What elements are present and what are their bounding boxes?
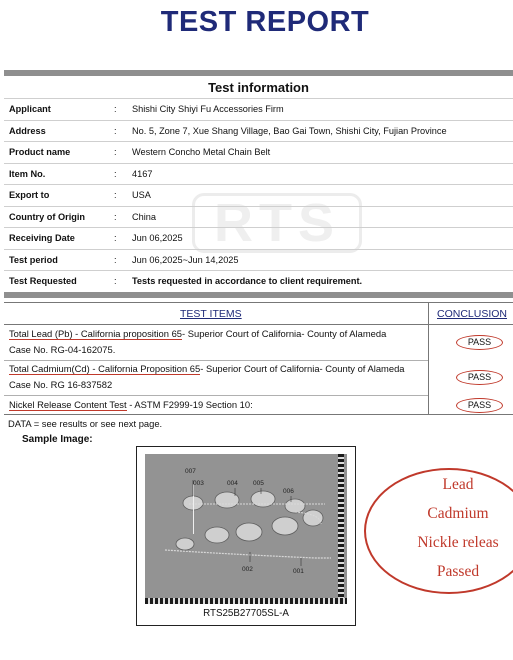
test-item-case: Case No. RG-04-162075. xyxy=(9,344,116,355)
stamp-line-passed: Passed xyxy=(436,563,480,580)
info-label: Export to xyxy=(9,190,50,200)
info-row-product-name xyxy=(4,141,513,163)
info-row-test-period xyxy=(4,249,513,271)
info-value: China xyxy=(132,211,157,222)
info-label: Test Requested xyxy=(9,276,77,286)
stamp-line-lead: Lead xyxy=(442,476,474,493)
belt-illustration xyxy=(145,454,347,604)
info-value: Jun 06,2025 xyxy=(132,233,183,243)
sample-part-number: 002 xyxy=(242,566,253,573)
info-label: Item No. xyxy=(9,168,46,179)
result-pass-badge: PASS xyxy=(456,335,503,350)
info-bottom-band xyxy=(4,292,513,298)
test-item-detail: - Superior Court of California- County of Alameda xyxy=(182,328,387,339)
test-items-header xyxy=(4,303,513,325)
info-row-applicant xyxy=(4,98,513,120)
sample-part-number: 004 xyxy=(227,480,238,487)
header-conclusion: CONCLUSION xyxy=(437,308,508,320)
info-label: Product name xyxy=(9,147,71,157)
info-row-export-to xyxy=(4,184,513,206)
info-value: Jun 06,2025~Jun 14,2025 xyxy=(132,254,239,265)
watermark: RTS xyxy=(192,193,362,253)
info-label: Receiving Date xyxy=(9,233,75,243)
info-table xyxy=(4,98,513,292)
test-item-detail: - ASTM F2999-19 Section 10: xyxy=(126,399,253,410)
result-pass-badge: PASS xyxy=(456,398,503,413)
sample-caption: RTS25B27705SL-A xyxy=(203,608,289,619)
sample-part-number: 003 xyxy=(193,480,204,487)
result-pass-badge: PASS xyxy=(456,370,503,385)
test-item-text xyxy=(9,361,421,393)
sample-part-number: 001 xyxy=(293,568,304,575)
info-value: Western Concho Metal Chain Belt xyxy=(132,147,271,157)
info-separator: : xyxy=(114,104,117,114)
test-item-case: Case No. RG 16-837582 xyxy=(9,379,113,390)
info-label: Test period xyxy=(9,254,58,265)
test-item-name: Total Lead (Pb) - California proposition 65 xyxy=(9,328,183,339)
info-value: No. 5, Zone 7, Xue Shang Village, Bao Gai Town, Shishi City, Fujian Province xyxy=(132,125,447,136)
data-note: DATA = see results or see next page. xyxy=(8,418,163,429)
report-title: TEST REPORT xyxy=(160,6,370,38)
info-value: Tests requested in accordance to client requirement. xyxy=(132,276,363,286)
info-separator: : xyxy=(114,125,117,136)
info-separator: : xyxy=(114,168,117,179)
sample-photo xyxy=(145,454,347,604)
test-item-text xyxy=(9,326,421,358)
test-item-name: Nickel Release Content Test xyxy=(9,399,127,410)
row-divider xyxy=(4,395,428,396)
info-value: Shishi City Shiyi Fu Accessories Firm xyxy=(132,104,284,114)
measuring-ruler-right xyxy=(338,454,344,604)
test-item-name: Total Cadmium(Cd) - California Proposition 65 xyxy=(9,363,201,374)
sample-part-number: 005 xyxy=(253,480,264,487)
info-separator: : xyxy=(114,276,117,286)
info-separator: : xyxy=(114,147,117,157)
info-value: 4167 xyxy=(132,168,153,179)
info-value: USA xyxy=(132,190,151,200)
info-row-test-requested xyxy=(4,270,513,292)
info-separator: : xyxy=(114,233,117,243)
sample-photo-frame xyxy=(136,446,356,626)
sample-image-label: Sample Image: xyxy=(22,434,93,445)
stamp-line-nickel: Nickle releas xyxy=(417,534,499,551)
test-items-table xyxy=(4,302,513,415)
test-item-text xyxy=(9,397,421,413)
info-label: Applicant xyxy=(9,104,51,114)
stamp-line-cadmium: Cadmium xyxy=(427,505,489,522)
info-separator: : xyxy=(114,190,117,200)
info-top-band xyxy=(4,70,513,76)
info-heading: Test information xyxy=(208,80,309,95)
info-row-address xyxy=(4,120,513,142)
sample-part-number: 006 xyxy=(283,488,294,495)
info-label: Country of Origin xyxy=(9,211,86,222)
measuring-ruler-bottom xyxy=(145,598,347,604)
info-separator: : xyxy=(114,254,117,265)
header-test-items: TEST ITEMS xyxy=(180,308,242,320)
info-row-receiving-date xyxy=(4,227,513,249)
sample-part-number: 007 xyxy=(185,468,196,475)
info-row-item-no xyxy=(4,163,513,185)
info-separator: : xyxy=(114,211,117,222)
info-label: Address xyxy=(9,125,46,136)
test-item-detail: - Superior Court of California- County of Alameda xyxy=(200,363,405,374)
info-row-country-of-origin xyxy=(4,206,513,228)
